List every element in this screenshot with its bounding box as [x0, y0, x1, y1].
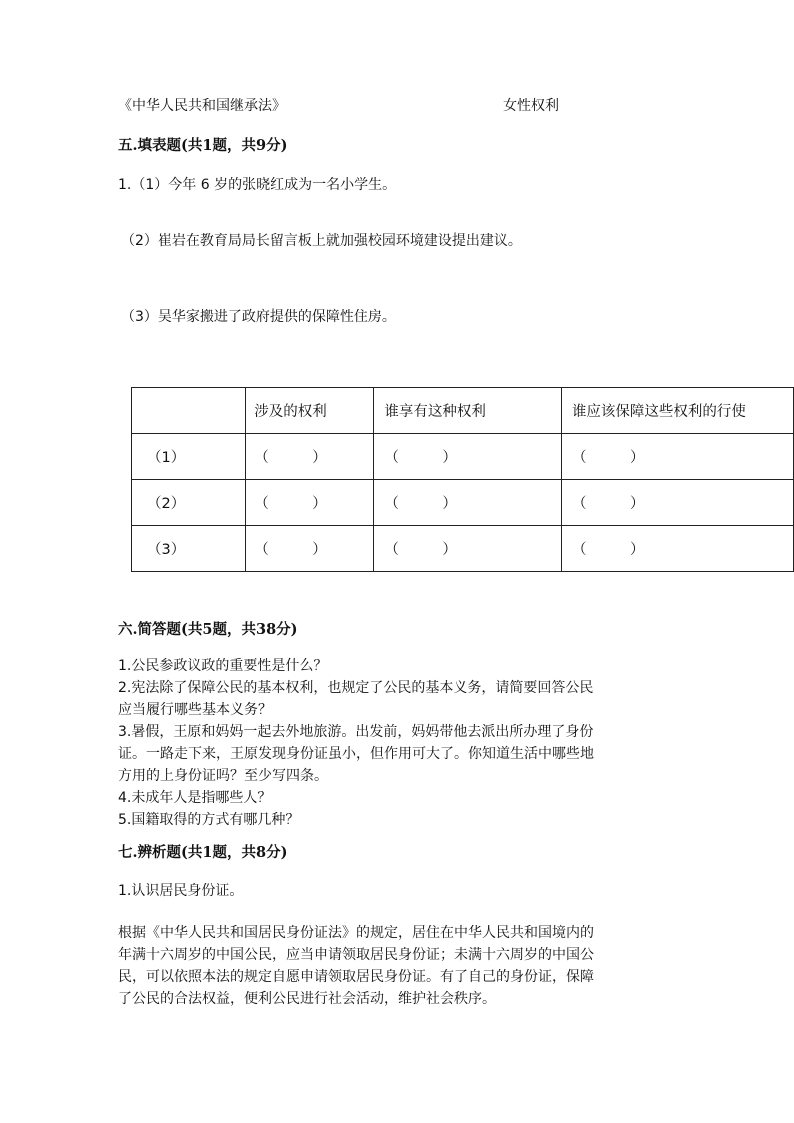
row-label: （1）: [132, 434, 246, 480]
row-label: （2）: [132, 480, 246, 526]
answer-blank[interactable]: （ ）: [374, 526, 562, 572]
row-label: （3）: [132, 526, 246, 572]
paragraph-line: 根据《中华人民共和国居民身份证法》的规定，居住在中华人民共和国境内的: [118, 925, 594, 941]
section5-heading: 五.填表题(共1题，共9分): [118, 137, 288, 154]
table-header-row: [132, 388, 794, 434]
table-header-cell: 谁应该保障这些权利的行使: [561, 388, 793, 434]
answer-blank[interactable]: （ ）: [561, 434, 793, 480]
answer-blank[interactable]: （ ）: [561, 526, 793, 572]
paragraph-line: 了公民的合法权益，便利公民进行社会活动，维护社会秩序。: [118, 991, 496, 1007]
section5-item-3: （3）吴华家搬进了政府提供的保障性住房。: [121, 309, 396, 325]
answer-blank[interactable]: （ ）: [246, 526, 374, 572]
table-header-cell: 谁享有这种权利: [374, 388, 562, 434]
question-line: 4.未成年人是指哪些人？: [118, 790, 272, 806]
question-line: 应当履行哪些基本义务？: [118, 702, 272, 718]
paragraph-line: 民，可以依照本法的规定自愿申请领取居民身份证。有了自己的身份证，保障: [118, 969, 594, 985]
question-line: 3.暑假，王原和妈妈一起去外地旅游。出发前，妈妈带他去派出所办理了身份: [118, 724, 594, 740]
table-row: [132, 480, 794, 526]
table-header-cell: [132, 388, 246, 434]
question-line: 5.国籍取得的方式有哪几种？: [118, 812, 300, 828]
answer-blank[interactable]: （ ）: [246, 434, 374, 480]
question-line: 证。一路走下来，王原发现身份证虽小，但作用可大了。你知道生活中哪些地: [118, 746, 594, 762]
section7-heading: 七.辨析题(共1题，共8分): [118, 844, 288, 861]
section5-item-2: （2）崔岩在教育局局长留言板上就加强校园环境建设提出建议。: [121, 233, 522, 249]
section6-heading: 六.简答题(共5题，共38分): [118, 621, 298, 638]
answer-blank[interactable]: （ ）: [374, 480, 562, 526]
table-row: [132, 434, 794, 480]
section5-item-1: 1.（1）今年 6 岁的张晓红成为一名小学生。: [118, 177, 397, 193]
question-line: 2.宪法除了保障公民的基本权利，也规定了公民的基本义务，请简要回答公民: [118, 680, 594, 696]
paragraph-line: 年满十六周岁的中国公民，应当申请领取居民身份证；未满十六周岁的中国公: [118, 947, 594, 963]
section6-questions: [118, 655, 670, 831]
answer-blank[interactable]: （ ）: [561, 480, 793, 526]
table-header-cell: 涉及的权利: [246, 388, 374, 434]
question-line: 1.公民参政议政的重要性是什么？: [118, 658, 328, 674]
law-title-text: 《中华人民共和国继承法》: [118, 98, 286, 114]
answer-blank[interactable]: （ ）: [246, 480, 374, 526]
question-line: 方用的上身份证吗？至少写四条。: [118, 768, 328, 784]
womens-rights-text: 女性权利: [503, 98, 559, 114]
table-row: [132, 526, 794, 572]
section7-item: 1.认识居民身份证。: [118, 883, 244, 899]
answer-blank[interactable]: （ ）: [374, 434, 562, 480]
section7-paragraph: [118, 922, 670, 1010]
rights-table: [131, 387, 794, 572]
